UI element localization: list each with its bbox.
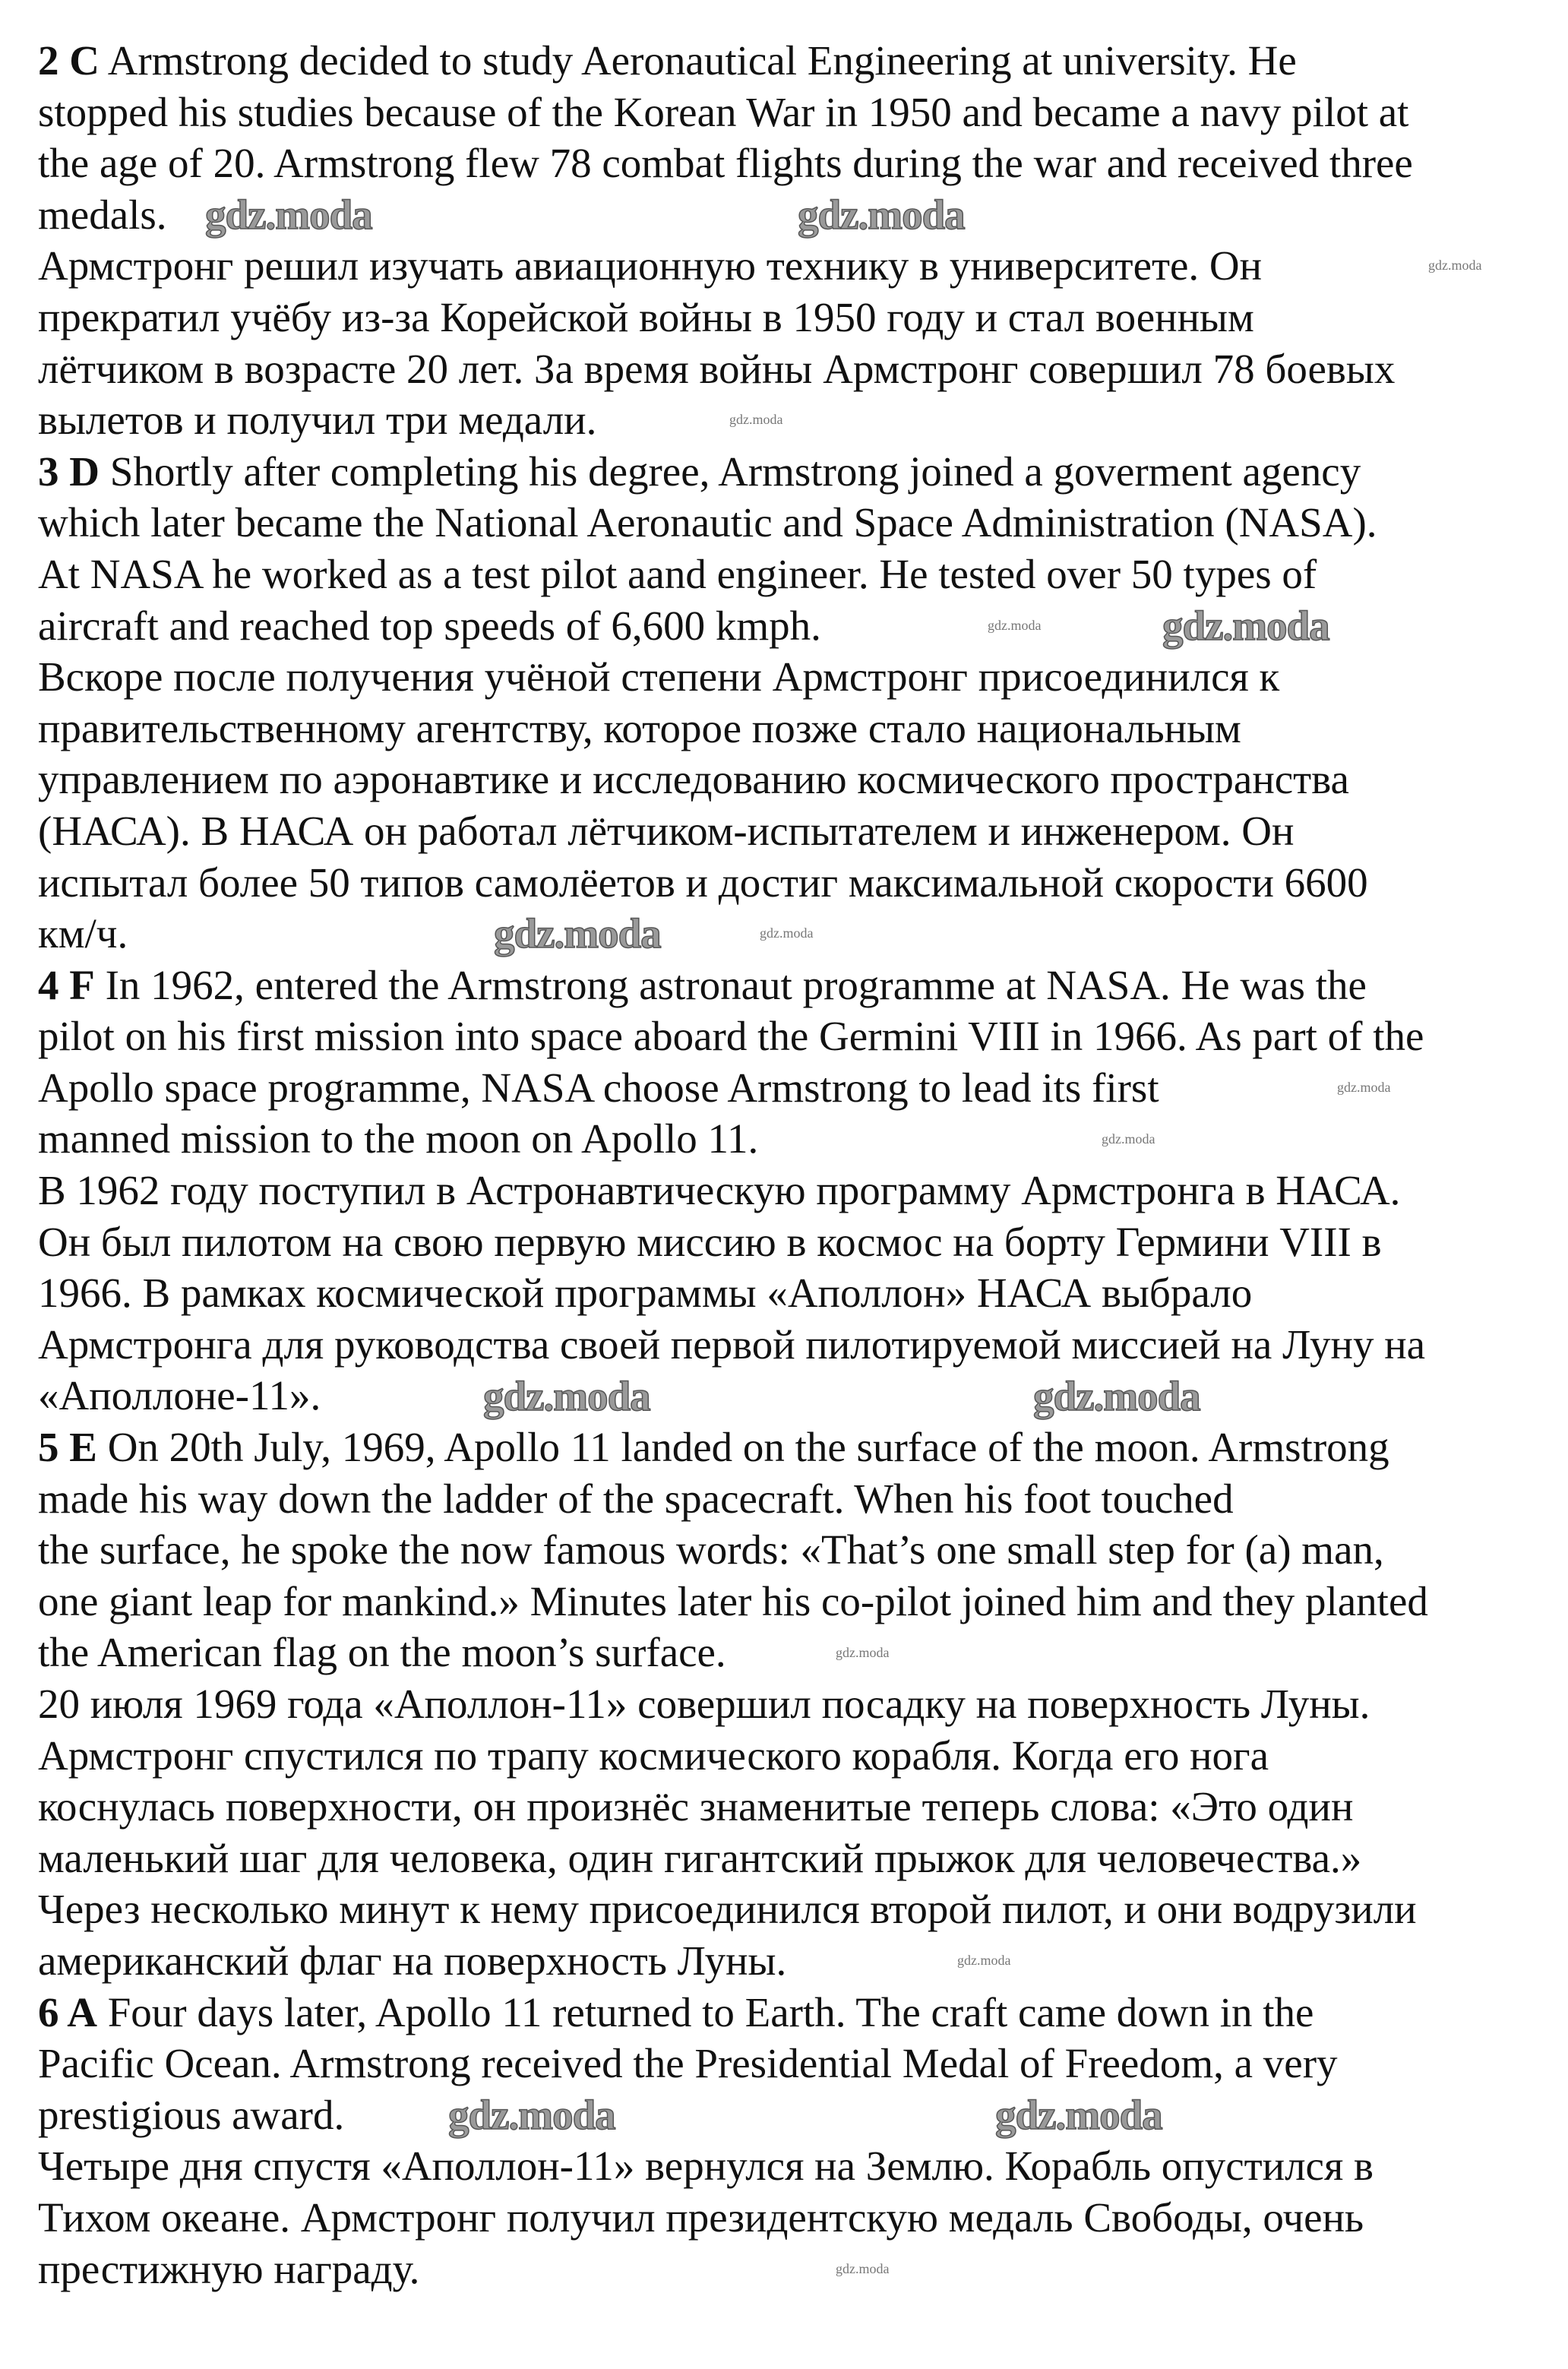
line-text: лётчиком в возрасте 20 лет. За время войны Армстронг совершил 78 боевых: [38, 345, 1396, 392]
text-line: [38, 857, 1428, 909]
answer-label: 6 A: [38, 1988, 97, 2035]
line-text: Apollo space programme, NASA choose Armstrong to lead its first: [38, 1064, 1159, 1111]
line-text: Четыре дня спустя «Аполлон-11» вернулся на Землю. Корабль опустился в: [38, 2143, 1374, 2190]
text-line: [38, 138, 1428, 189]
line-text: 20 июля 1969 года «Аполлон-11» совершил посадку на поверхность Луны.: [38, 1681, 1370, 1727]
watermark: gdz.moda: [483, 1372, 650, 1419]
text-line: [38, 35, 1428, 87]
answer-label: 3 D: [38, 448, 100, 495]
line-text: коснулась поверхности, он произнёс знаменитые теперь слова: «Это один: [38, 1783, 1354, 1830]
watermark-small: gdz.moda: [729, 412, 783, 428]
line-text: Pacific Ocean. Armstrong received the Presidential Medal of Freedom, a very: [38, 2040, 1338, 2087]
line-text: вылетов и получил три медали.: [38, 397, 597, 444]
answer-label: 4 F: [38, 961, 95, 1008]
line-text: the American flag on the moon’s surface.: [38, 1629, 726, 1676]
line-text: Shortly after completing his degree, Armstrong joined a goverment agency: [109, 448, 1361, 495]
text-line: [38, 1524, 1428, 1576]
text-line: [38, 2038, 1428, 2089]
answer-section: [38, 1422, 1428, 1987]
line-text: manned mission to the moon on Apollo 11.: [38, 1115, 759, 1162]
watermark: gdz.moda: [1162, 602, 1329, 649]
text-line: [38, 292, 1428, 343]
line-text: В 1962 году поступил в Астронавтическую программу Армстронга в НАСА.: [38, 1167, 1401, 1214]
line-text: prestigious award.: [38, 2091, 345, 2138]
line-text: престижную награду.: [38, 2245, 420, 2292]
line-text: Армстронг спустился по трапу космического корабля. Когда его нога: [38, 1732, 1269, 1779]
text-line: [38, 446, 1428, 498]
line-text: Armstrong decided to study Aeronautical Engineering at university. He: [107, 37, 1297, 84]
line-text: aircraft and reached top speeds of 6,600 kmph.: [38, 602, 821, 649]
line-text: 1966. В рамках космической программы «Аполлон» НАСА выбрало: [38, 1270, 1253, 1317]
line-text: medals.: [38, 191, 167, 238]
line-text: Он был пилотом на свою первую миссию в космос на борту Гермини VIII в: [38, 1218, 1382, 1265]
text-line: [38, 805, 1428, 857]
line-text: маленький шаг для человека, один гигантский прыжок для человечества.»: [38, 1834, 1362, 1881]
line-text: «Аполлоне-11».: [38, 1372, 321, 1419]
line-text: Вскоре после получения учёной степени Армстронг присоединился к: [38, 653, 1280, 701]
line-text: At NASA he worked as a test pilot aand engineer. He tested over 50 types of: [38, 550, 1317, 597]
answer-section: [38, 1987, 1428, 2295]
watermark: gdz.moda: [995, 2092, 1162, 2138]
text-line: [38, 1113, 1428, 1165]
watermark-small: gdz.moda: [1337, 1080, 1391, 1095]
line-text: правительственному агентству, которое позже стало национальным: [38, 704, 1241, 751]
text-line: [38, 651, 1428, 703]
watermark: gdz.moda: [1033, 1372, 1200, 1419]
watermark: gdz.moda: [494, 910, 661, 957]
text-line: [38, 908, 1428, 960]
line-text: Армстронга для руководства своей первой пилотируемой миссией на Луну на: [38, 1321, 1426, 1368]
line-text: американский флаг на поверхность Луны.: [38, 1937, 787, 1984]
text-line: [38, 2192, 1428, 2244]
text-line: [38, 1678, 1428, 1730]
watermark: gdz.moda: [798, 191, 965, 238]
line-text: one giant leap for mankind.» Minutes later his co-pilot joined him and they planted: [38, 1577, 1428, 1624]
watermark-small: gdz.moda: [957, 1953, 1011, 1969]
text-line: [38, 240, 1428, 292]
watermark-small: gdz.moda: [1102, 1131, 1155, 1147]
text-line: [38, 1730, 1428, 1782]
text-line: [38, 1473, 1428, 1525]
line-text: км/ч.: [38, 910, 128, 957]
line-text: the age of 20. Armstrong flew 78 combat flights during the war and received three: [38, 140, 1413, 187]
line-text: made his way down the ladder of the spacecraft. When his foot touched: [38, 1475, 1234, 1522]
line-text: Four days later, Apollo 11 returned to Earth. The craft came down in the: [107, 1988, 1314, 2035]
text-line: [38, 1987, 1428, 2038]
watermark-small: gdz.moda: [760, 925, 814, 941]
text-line: [38, 1216, 1428, 1268]
text-line: [38, 1576, 1428, 1627]
answer-section: [38, 446, 1428, 960]
text-line: [38, 2140, 1428, 2192]
text-line: [38, 754, 1428, 805]
line-text: pilot on his first mission into space aboard the Germini VIII in 1966. As part of the: [38, 1013, 1424, 1060]
text-line: [38, 703, 1428, 754]
line-text: управлением по аэронавтике и исследованию космического пространства: [38, 756, 1349, 803]
text-line: [38, 1883, 1428, 1935]
watermark: gdz.moda: [448, 2092, 615, 2138]
text-line: [38, 1165, 1428, 1216]
answer-label: 2 C: [38, 37, 100, 84]
watermark-small: gdz.moda: [1428, 258, 1482, 274]
line-text: On 20th July, 1969, Apollo 11 landed on the surface of the moon. Armstrong: [107, 1424, 1389, 1471]
text-line: [38, 2089, 1428, 2141]
text-line: [38, 1319, 1428, 1371]
watermark-small: gdz.moda: [988, 617, 1042, 633]
line-text: испытал более 50 типов самолёетов и достиг максимальной скорости 6600: [38, 859, 1368, 906]
text-line: [38, 343, 1428, 395]
line-text: прекратил учёбу из-за Корейской войны в 1950 году и стал военным: [38, 293, 1254, 340]
text-line: [38, 1267, 1428, 1319]
text-line: [38, 1062, 1428, 1114]
text-line: [38, 87, 1428, 138]
text-line: [38, 960, 1428, 1011]
watermark-small: gdz.moda: [836, 1644, 890, 1660]
text-line: [38, 1781, 1428, 1833]
line-text: the surface, he spoke the now famous words: «That’s one small step for (a) man,: [38, 1526, 1384, 1574]
line-text: which later became the National Aeronautic and Space Administration (NASA).: [38, 499, 1377, 546]
answer-label: 5 E: [38, 1424, 97, 1471]
text-line: [38, 1935, 1428, 1987]
answer-section: [38, 35, 1428, 446]
text-line: [38, 1833, 1428, 1884]
text-line: [38, 1422, 1428, 1473]
text-line: [38, 549, 1428, 600]
text-line: [38, 1370, 1428, 1422]
text-line: [38, 497, 1428, 549]
line-text: Армстронг решил изучать авиационную технику в университете. Он: [38, 242, 1263, 289]
watermark: gdz.moda: [205, 191, 372, 238]
answer-section: [38, 960, 1428, 1422]
text-line: [38, 2244, 1428, 2295]
watermark-small: gdz.moda: [836, 2260, 890, 2276]
line-text: Через несколько минут к нему присоединился второй пилот, и они водрузили: [38, 1886, 1417, 1933]
document-body: [38, 35, 1428, 2295]
line-text: Тихом океане. Армстронг получил президентскую медаль Свободы, очень: [38, 2193, 1364, 2241]
line-text: In 1962, entered the Armstrong astronaut programme at NASA. He was the: [105, 961, 1367, 1008]
line-text: stopped his studies because of the Korean War in 1950 and became a navy pilot at: [38, 88, 1409, 135]
text-line: [38, 1627, 1428, 1678]
line-text: (НАСА). В НАСА он работал лётчиком-испытателем и инженером. Он: [38, 807, 1295, 854]
text-line: [38, 1011, 1428, 1062]
